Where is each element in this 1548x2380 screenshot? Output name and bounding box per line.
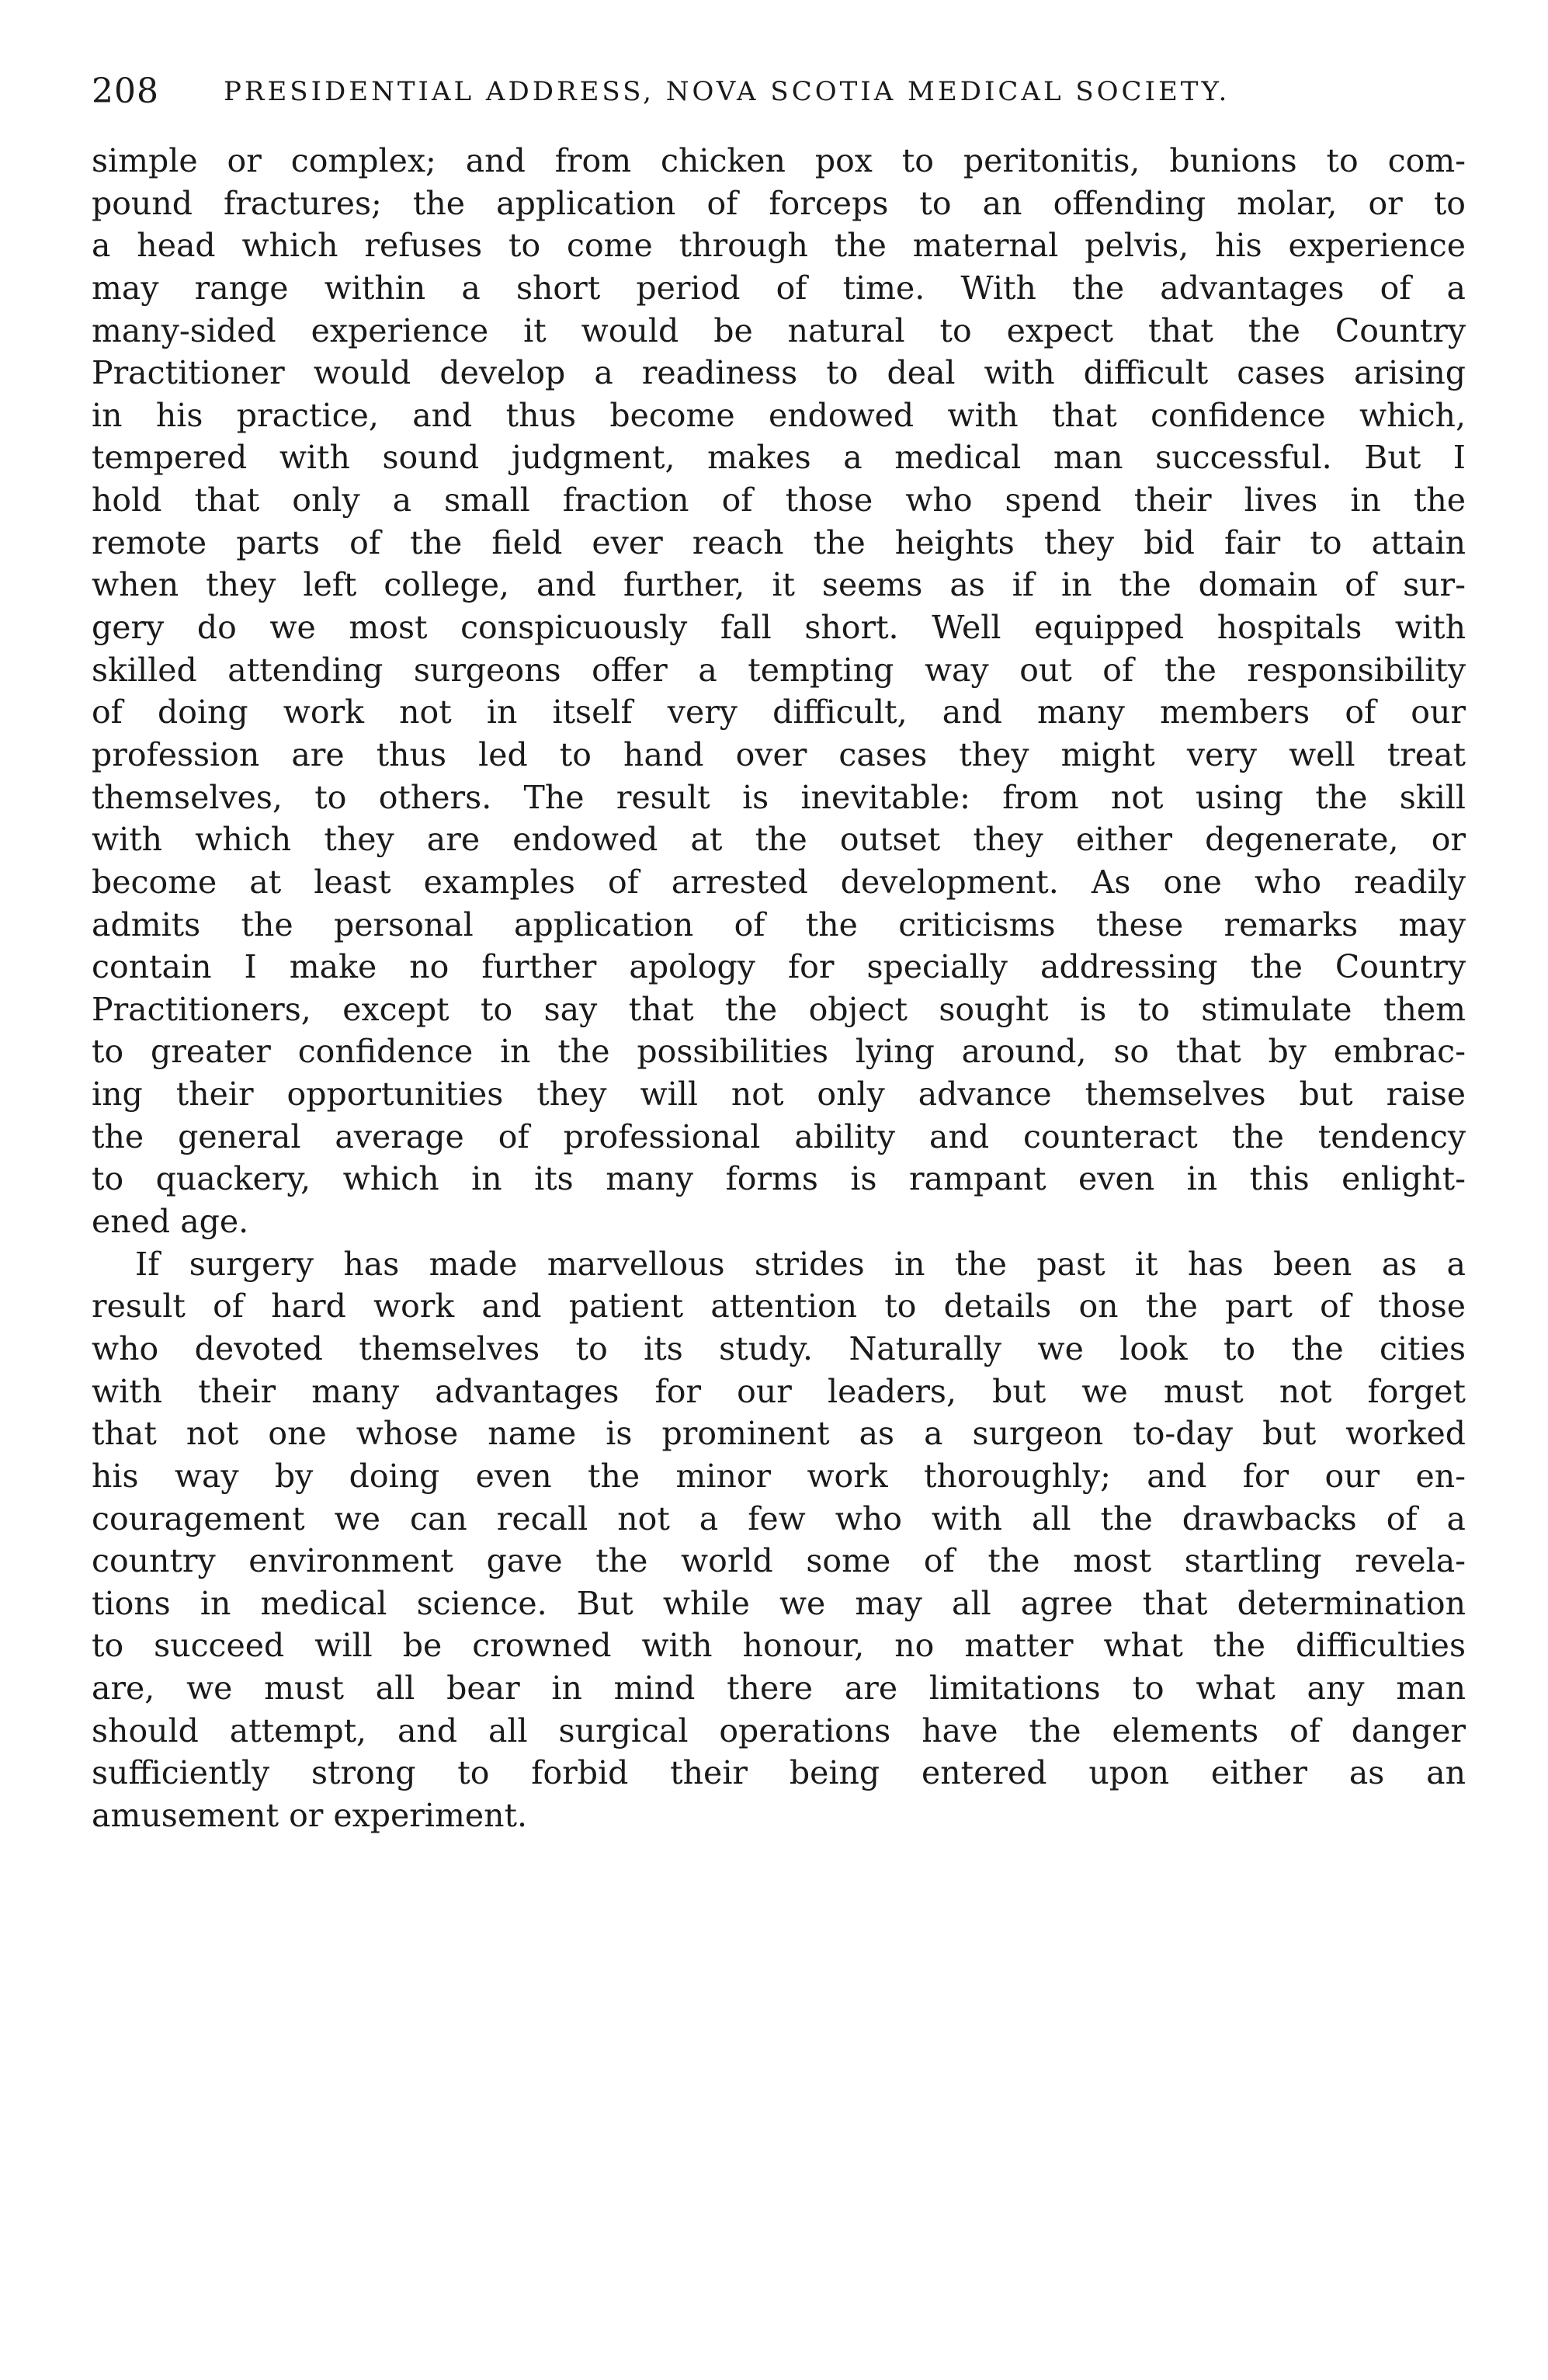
text-line: hold that only a small fraction of those who spend their lives in the [92,481,1466,519]
text-line: Practitioners, except to say that the object sought is to stimulate them [92,990,1466,1028]
text-line: may range within a short period of time. With the advantages of a [92,269,1466,307]
text-line: gery do we most conspicuously fall short. Well equipped hospitals with [92,609,1466,647]
text-line: ing their opportunities they will not only advance themselves but raise [92,1075,1466,1114]
running-title: PRESIDENTIAL ADDRESS, NOVA SCOTIA MEDICAL SOCIETY. [224,76,1230,107]
text-line: contain I make no further apology for specially addressing the Country [92,948,1466,986]
text-line: simple or complex; and from chicken pox to peritonitis, bunions to com- [92,142,1466,179]
text-line: are, we must all bear in mind there are limitations to what any man [92,1669,1466,1708]
paragraph [92,1243,1466,1837]
text-line: result of hard work and patient attention to details on the part of those [92,1287,1466,1326]
text-line: in his practice, and thus become endowed with that confidence which, [92,396,1466,434]
text-line: couragement we can recall not a few who with all the drawbacks of a [92,1499,1466,1537]
text-line: many-sided experience it would be natural to expect that the Country [92,311,1466,349]
text-line: remote parts of the field ever reach the heights they bid fair to attain [92,523,1466,561]
text-line: admits the personal application of the criticisms these remarks may [92,905,1466,943]
text-line: with their many advantages for our leaders, but we must not forget [92,1372,1466,1410]
text-line: his way by doing even the minor work thoroughly; and for our en- [92,1457,1466,1495]
text-line: with which they are endowed at the outset they either degenerate, or [92,821,1466,859]
body-text [92,140,1466,1837]
text-line: that not one whose name is prominent as a surgeon to-day but worked [92,1415,1466,1453]
text-line: themselves, to others. The result is inevitable: from not using the skill [92,778,1466,816]
paragraph [92,140,1466,1243]
text-line: ened age. [92,1203,249,1241]
text-line: should attempt, and all surgical operations have the elements of danger [92,1711,1466,1749]
text-line: when they left college, and further, it seems as if in the domain of sur- [92,566,1466,604]
text-line: profession are thus led to hand over cases they might very well treat [92,735,1466,773]
page-number: 208 [92,71,159,111]
text-line: tions in medical science. But while we may all agree that determination [92,1584,1466,1622]
text-line: to greater confidence in the possibilities lying around, so that by embrac- [92,1033,1466,1071]
text-line: of doing work not in itself very difficult, and many members of our [92,693,1466,731]
text-line: the general average of professional ability and counteract the tendency [92,1117,1466,1155]
text-line: to quackery, which in its many forms is rampant even in this enlight- [92,1160,1466,1198]
text-line: amusement or experiment. [92,1796,528,1834]
text-line: Practitioner would develop a readiness to deal with difficult cases arising [92,354,1466,392]
text-line: who devoted themselves to its study. Naturally we look to the cities [92,1329,1466,1367]
text-line: a head which refuses to come through the maternal pelvis, his experience [92,227,1466,265]
text-line: become at least examples of arrested development. As one who readily [92,863,1466,901]
text-line: skilled attending surgeons offer a tempting way out of the responsibility [92,651,1466,689]
text-line: country environment gave the world some of the most startling revela- [92,1542,1466,1580]
text-line: sufficiently strong to forbid their being entered upon either as an [92,1754,1466,1792]
text-line: pound fractures; the application of forceps to an offending molar, or to [92,184,1466,222]
text-line: If surgery has made marvellous strides in the past it has been as a [135,1245,1466,1283]
text-line: to succeed will be crowned with honour, no matter what the difficulties [92,1627,1466,1665]
text-line: tempered with sound judgment, makes a medical man successful. But I [92,439,1466,477]
page-header [92,71,1466,126]
